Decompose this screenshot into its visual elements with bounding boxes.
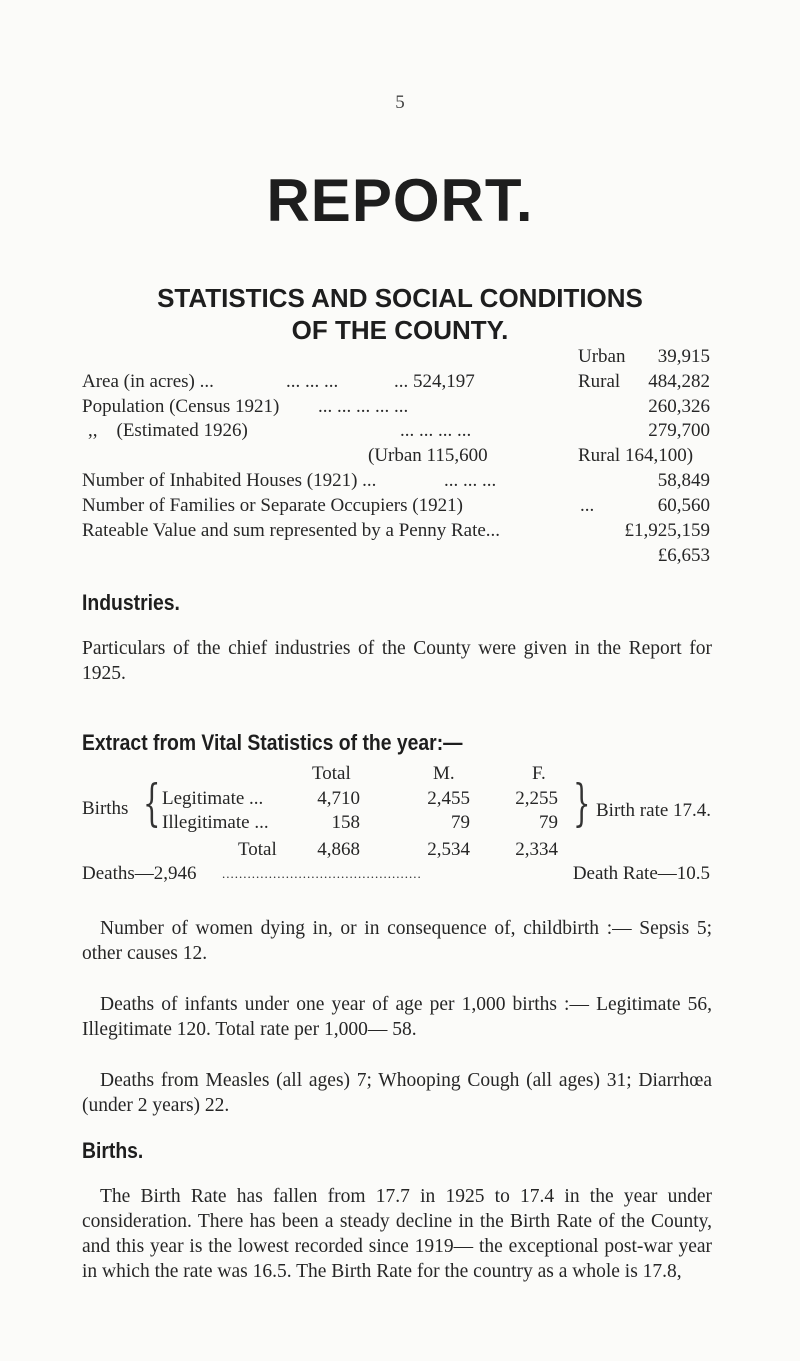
area-value: ... 524,197 — [394, 371, 475, 392]
population-census-value: 260,326 — [648, 396, 710, 417]
industries-text: Particulars of the chief industries of the County were given in the Report for 1925. — [82, 638, 712, 684]
rateable-value: £1,925,159 — [624, 520, 710, 541]
legitimate-total: 4,710 — [317, 788, 360, 809]
population-estimated-dots: ... ... ... ... — [400, 420, 472, 441]
population-estimated-label: ,, (Estimated 1926) — [88, 420, 248, 441]
column-total-header: Total — [312, 763, 351, 784]
vital-statistics-heading: Extract from Vital Statistics of the year:— — [82, 730, 463, 755]
rural-area-label: Rural — [578, 371, 621, 392]
total-births: 4,868 — [317, 839, 360, 860]
left-brace: { — [143, 774, 161, 832]
rateable-label: Rateable Value and sum represented by a Penny Rate... — [82, 520, 501, 541]
total-label: Total — [238, 839, 277, 860]
area-dots: ... ... ... — [286, 371, 339, 392]
illegitimate-f: 79 — [539, 812, 558, 833]
houses-value: 58,849 — [657, 470, 710, 491]
rural-population: Rural 164,100) — [578, 445, 694, 466]
families-dots: ... — [580, 495, 595, 516]
section-title-line1: STATISTICS AND SOCIAL CONDITIONS — [157, 283, 643, 313]
legitimate-f: 2,255 — [515, 788, 558, 809]
urban-area-value: 39,915 — [657, 346, 710, 367]
deaths-dots: ............................................... — [222, 866, 422, 881]
column-m-header: M. — [433, 763, 455, 784]
death-rate: Death Rate—10.5 — [572, 863, 710, 884]
population-census-label: Population (Census 1921) — [82, 396, 280, 417]
legitimate-label: Legitimate ... — [162, 788, 264, 809]
page-number: 5 — [395, 92, 405, 113]
illegitimate-total: 158 — [331, 812, 360, 833]
births-heading: Births. — [82, 1138, 144, 1163]
section-title — [0, 282, 800, 346]
infant-deaths-paragraph: Deaths of infants under one year of age per 1,000 births :— Legitimate 56, Illegitimate 120. Total rate per 1,000— 58. — [82, 994, 712, 1040]
industries-heading: Industries. — [82, 590, 180, 615]
illegitimate-label: Illegitimate ... — [162, 812, 269, 833]
illegitimate-m: 79 — [451, 812, 470, 833]
families-label: Number of Families or Separate Occupiers (1921) — [82, 495, 463, 516]
urban-area-label: Urban — [578, 346, 626, 367]
population-census-dots: ... ... ... ... ... — [318, 396, 409, 417]
legitimate-m: 2,455 — [427, 788, 470, 809]
births-label: Births — [82, 798, 129, 819]
houses-dots: ... ... ... — [444, 470, 497, 491]
area-label: Area (in acres) ... — [82, 371, 214, 392]
total-f: 2,334 — [515, 839, 558, 860]
measles-paragraph: Deaths from Measles (all ages) 7; Whooping Cough (all ages) 31; Diarrhœa (under 2 years) 22. — [82, 1070, 712, 1116]
population-estimated-value: 279,700 — [648, 420, 710, 441]
births-paragraph: The Birth Rate has fallen from 17.7 in 1925 to 17.4 in the year under consideration. There has been a steady decline in the Birth Rate of the County, and this year is the lowest recorded since 1919— the exceptional post-war year in which the rate was 16.5. The Birth Rate for the country as a whole is 17.8, — [82, 1186, 712, 1282]
birth-rate: Birth rate 17.4. — [596, 800, 712, 821]
deaths-label: Deaths—2,946 — [82, 863, 197, 884]
right-brace: } — [573, 774, 591, 832]
childbirth-paragraph: Number of women dying in, or in consequence of, childbirth :— Sepsis 5; other causes 12. — [82, 918, 712, 964]
report-title: REPORT. — [266, 167, 534, 234]
total-m: 2,534 — [427, 839, 470, 860]
families-value: 60,560 — [657, 495, 710, 516]
urban-population: (Urban 115,600 — [368, 445, 488, 466]
penny-rate-value: £6,653 — [657, 545, 710, 566]
houses-label: Number of Inhabited Houses (1921) ... — [82, 470, 377, 491]
column-f-header: F. — [532, 763, 546, 784]
section-title-line2: OF THE COUNTY. — [291, 315, 509, 345]
rural-area-value: 484,282 — [648, 371, 710, 392]
